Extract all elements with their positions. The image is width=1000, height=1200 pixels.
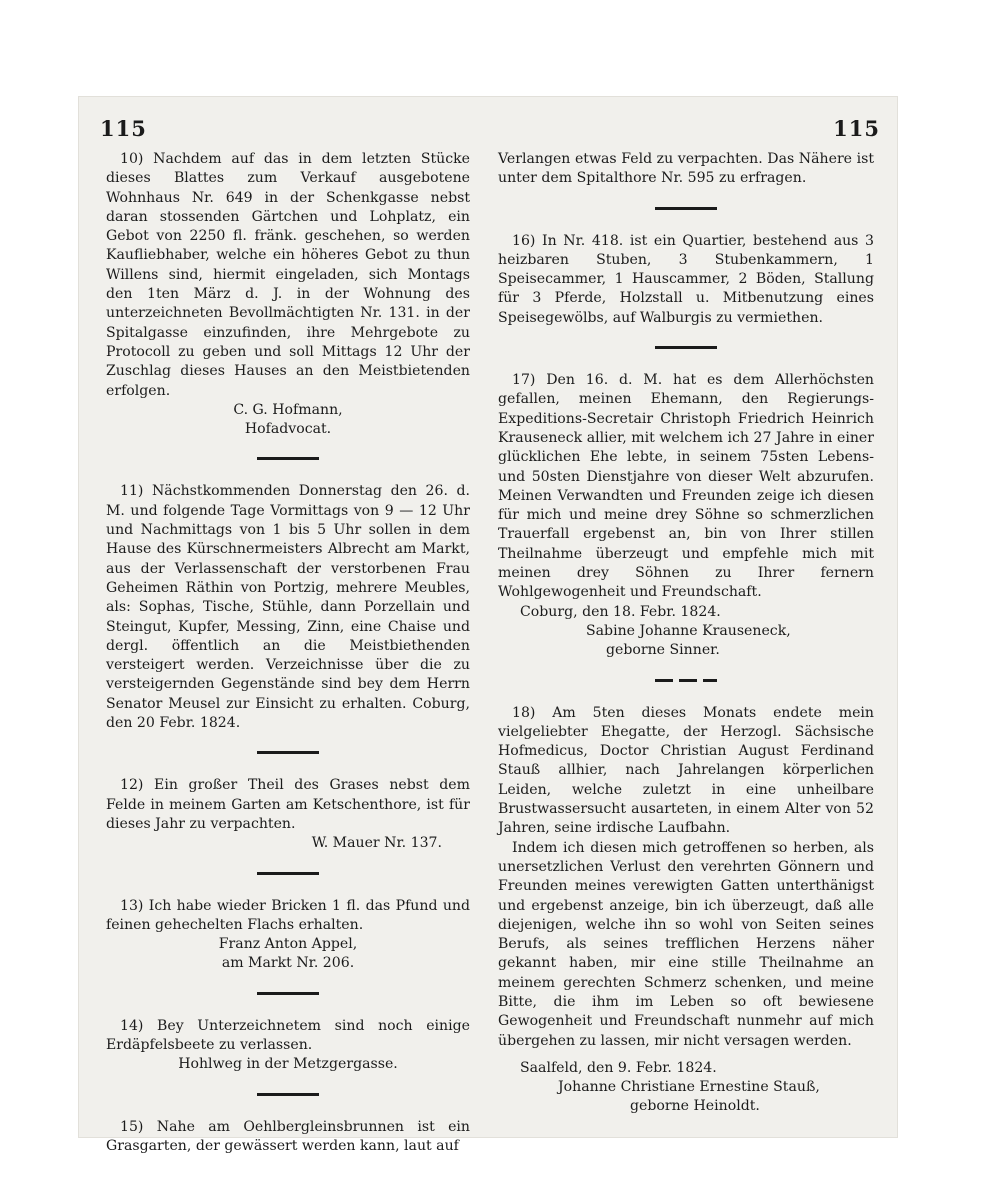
notice-18-text-1: 18) Am 5ten dieses Monats endete mein vielgeliebter Ehegatte, der Herzogl. Sächsische Hofmedicus, Doctor Christian August Ferdinand Stauß allhier, nach Jahrelangen körperlichen Leiden, welche zuletzt in eine unheilbare Brustwassersucht ausarteten, in einem Alter von 52 Jahren, seine irdische Laufbahn. [498,704,874,837]
notice-13-signature-name: Franz Anton Appel, [218,936,358,953]
left-column [106,150,470,1156]
notice-10-signature-title: Hofadvocat. [244,421,332,438]
notice-13-text: 13) Ich habe wieder Bricken 1 fl. das Pfund und feinen gehechelten Flachs erhalten. [106,897,470,933]
notice-14 [106,1017,470,1075]
notice-14-text: 14) Bey Unterzeichnetem sind noch einige Erdäpfelsbeete zu verlassen. [106,1017,470,1053]
notice-11-text: 11) Nächstkommenden Donnerstag den 26. d. M. und folgende Tage Vormittags von 9 — 12 Uhr und Nachmittags von 1 bis 5 Uhr sollen in dem Hause des Kürschnermeisters Albrecht am Markt, aus der Verlassenschaft der verstorbenen Frau Geheimen Räthin von Portzig, mehrere Meubles, als: Sophas, Tische, Stühle, dann Porzellain und Steingut, Kupfer, Messing, Zinn, eine Chaise und dergl. öffentlich an die Meistbiethenden versteigert werden. Verzeichnisse über die zu versteigernden Gegenstände sind bey dem Herrn Senator Meusel zur Einsicht zu erhalten. Coburg, den 20 Febr. 1824. [106,483,470,732]
separator-rule [257,751,319,754]
page-number-right: 115 [833,116,880,141]
separator-rule-dashed [655,679,717,682]
notice-18-text-2: Indem ich diesen mich getroffenen so herben, als unersetzlichen Verlust den verehrten Gönnern und Freunden meines verewigten Gatten unterthänigst und ergebenst anzeige, bin ich überzeugt, daß alle diejenigen, welche ihn so wohl von Seiten seines Berufs, als seines trefflichen Herzens näher gekannt haben, mir eine stille Theilnahme an meinem gerechten Schmerz schenken, und meine Bitte, die ihm im Leben so oft bewiesene Gewogenheit und Freundschaft nunmehr auf mich übergehen zu lassen, mir nicht versagen werden. [498,839,874,1049]
notice-18-date: Saalfeld, den 9. Febr. 1824. [520,1059,717,1076]
page-number-left: 115 [100,116,147,141]
separator-rule [257,457,319,460]
notice-17-signature-name: Sabine Johanne Krauseneck, [586,622,791,639]
notice-11 [106,482,470,733]
notice-17-text: 17) Den 16. d. M. hat es dem Allerhöchsten gefallen, meinen Ehemann, den Regierungs-Expeditions-Secretair Christoph Friedrich Heinrich Krauseneck allier, mit welchem ich 27 Jahre in einer glücklichen Ehe lebte, in seinem 75sten Lebens- und 50sten Dienstjahre von dieser Welt abzurufen. Meinen Verwandten und Freunden zeige ich diesen für mich und meine drey Söhne so schmerzlichen Trauerfall ergebenst an, bin von Ihrer stillen Theilnahme überzeugt und empfehle mich mit meinen drey Söhnen zu Ihrer fernern Wohlgewogenheit und Freundschaft. [498,372,874,601]
notice-17 [498,371,874,660]
newspaper-page [78,96,898,1154]
notice-12 [106,776,470,853]
notice-18-signature-note: geborne Heinoldt. [630,1098,760,1115]
notice-17-signature-note: geborne Sinner. [606,642,720,659]
notice-13 [106,897,470,974]
notice-10-signature-name: C. G. Hofmann, [233,401,343,418]
notice-12-signature: W. Mauer Nr. 137. [311,835,442,852]
notice-15-continued [498,150,874,189]
notice-16-text: 16) In Nr. 418. ist ein Quartier, bestehend aus 3 heizbaren Stuben, 3 Stubenkammern, 1 Speisecammer, 1 Hauscammer, 2 Böden, Stallung für 3 Pferde, Holzstall u. Mitbenutzung eines Speisegewölbs, auf Walburgis zu vermiethen. [498,232,874,326]
notice-10-text: 10) Nachdem auf das in dem letzten Stücke dieses Blattes zum Verkauf ausgebotene Wohnhaus Nr. 649 in der Schenkgasse nebst daran stossenden Gärtchen und Lohplatz, ein Gebot von 2250 fl. fränk. geschehen, so werden Kaufliebhaber, welche ein höheres Gebot zu thun Willens sind, hiermit eingeladen, sich Montags den 1ten März d. J. in der Wohnung des unterzeichneten Bevollmächtigten Nr. 131. in der Spitalgasse einzufinden, ihre Mehrgebote zu Protocoll zu geben und soll Mittags 12 Uhr der Zuschlag dieses Hauses an den Meistbietenden erfolgen. [106,151,470,399]
separator-rule [257,1093,319,1096]
notice-15-continued-text: Verlangen etwas Feld zu verpachten. Das Nähere ist unter dem Spitalthore Nr. 595 zu erfragen. [498,151,874,187]
right-column [498,150,874,1117]
notice-12-text: 12) Ein großer Theil des Grases nebst dem Felde in meinem Garten am Ketschenthore, ist für dieses Jahr zu verpachten. [106,777,470,832]
notice-16 [498,232,874,328]
notice-13-signature-address: am Markt Nr. 206. [221,955,355,972]
spacer [498,1051,874,1059]
notice-15 [106,1118,470,1157]
notice-15-text: 15) Nahe am Oehlbergleinsbrunnen ist ein Grasgarten, der gewässert werden kann, laut auf [106,1118,470,1154]
notice-17-date: Coburg, den 18. Febr. 1824. [520,603,721,620]
separator-rule [257,992,319,995]
separator-rule [257,872,319,875]
notice-18 [498,704,874,1117]
notice-10 [106,150,470,439]
separator-rule [655,207,717,210]
notice-14-signature: Hohlweg in der Metzgergasse. [178,1056,398,1073]
notice-18-signature-name: Johanne Christiane Ernestine Stauß, [558,1079,820,1096]
separator-rule [655,346,717,349]
